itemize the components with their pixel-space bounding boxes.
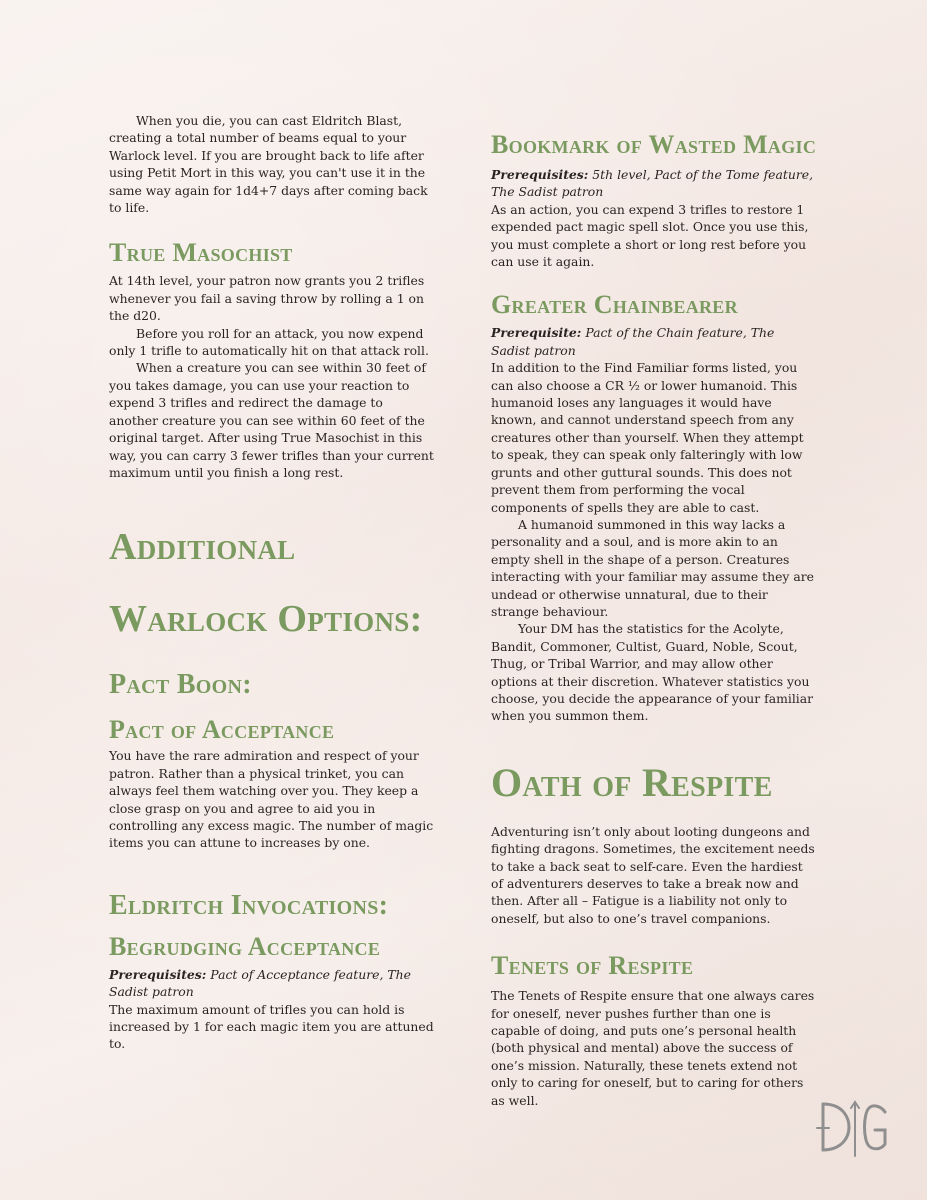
prereq-label: Prerequisites: <box>491 167 589 182</box>
tenets-heading: Tenets of Respite <box>491 951 694 981</box>
pact-boon-heading: Pact Boon: <box>109 669 252 701</box>
prereq-text: Pact of the Chain feature, The Sadist patron <box>491 325 775 358</box>
left-column <box>109 112 435 1053</box>
dg-logo-svg <box>815 1098 891 1158</box>
prereq-label: Prerequisite: <box>491 325 582 341</box>
bookmark-heading: Bookmark of Wasted Magic <box>491 130 817 159</box>
chainbearer-p1: In addition to the Find Familiar forms listed, you can also choose a CR ½ or lower humanoid. This humanoid loses any languages it would have known, and cannot understand speech from any creatures other than yourself. When they attempt to speak, they can speak only falteringly with low grunts and other guttural sounds. This does not prevent them from performing the vocal components of spells they are able to cast. <box>491 360 804 515</box>
prereq-label: Prerequisites: <box>109 966 207 982</box>
chainbearer-prereq <box>491 324 817 359</box>
intro-paragraph: When you die, you can cast Eldritch Blast, creating a total number of beams equal to your Warlock level. If you are brought back to life after using Petit Mort in this way, you can't use it in the same way again for 1d4+7 days after coming back to life. <box>109 113 428 216</box>
bookmark-paragraph: As an action, you can expend 3 trifles to restore 1 expended pact magic spell slot. Once you use this, you must complete a short or long rest before you can use it again. <box>491 201 809 270</box>
true-masochist-p3: When a creature you can see within 30 feet of you takes damage, you can use your reaction to expend 3 trifles and redirect the damage to another creature you can see within 60 feet of the original target. After using True Masochist in this way, you can carry 3 fewer trifles than your current maximum until you finish a long rest. <box>109 360 434 480</box>
oath-heading: Oath of Respite <box>491 759 773 805</box>
tenets-paragraph: The Tenets of Respite ensure that one always cares for oneself, never pushes further than one is capable of doing, and puts one’s personal health (both physical and mental) above the success of one’s mission. Naturally, these tenets extend not only to caring for oneself, but to caring for others as well. <box>491 988 815 1108</box>
additional-options-heading-line1: Additional <box>109 526 296 569</box>
begrudging-paragraph: The maximum amount of trifles you can hold is increased by 1 for each magic item you are attuned to. <box>109 1001 434 1052</box>
begrudging-prereq <box>109 966 435 1001</box>
pact-acceptance-paragraph: You have the rare admiration and respect of your patron. Rather than a physical trinket, you can always feel them watching over you. They keep a close grasp on you and agree to aid you in controlling any excess magic. The number of magic items you can attune to increases by one. <box>109 748 434 851</box>
oath-paragraph: Adventuring isn’t only about looting dungeons and fighting dragons. Sometimes, the excitement needs to take a back seat to self-care. Even the hardiest of adventurers deserves to take a break now and then. After all – Fatigue is a liability not only to oneself, but also to one’s travel companions. <box>491 823 815 926</box>
prereq-text: 5th level, Pact of the Tome feature, The Sadist patron <box>491 167 814 200</box>
prereq-text: Pact of Acceptance feature, The Sadist patron <box>109 966 411 1000</box>
chainbearer-p3: Your DM has the statistics for the Acolyte, Bandit, Commoner, Cultist, Guard, Noble, Scout, Thug, or Tribal Warrior, and may allow other options at their discretion. Whatever statistics you choose, you decide the appearance of your familiar when you summon them. <box>491 621 814 724</box>
additional-options-heading-line2: Warlock Options: <box>109 598 423 641</box>
true-masochist-heading: True Masochist <box>109 238 293 268</box>
true-masochist-p1: At 14th level, your patron now grants you 2 trifles whenever you fail a saving throw by rolling a 1 on the d20. <box>109 273 425 324</box>
dg-logo-icon <box>815 1098 891 1158</box>
bookmark-prereq <box>491 166 817 201</box>
chainbearer-p2: A humanoid summoned in this way lacks a personality and a soul, and is more akin to an empty shell in the shape of a person. Creatures interacting with your familiar may assume they are undead or otherwise unnatural, due to their strange behaviour. <box>491 516 814 619</box>
begrudging-acceptance-heading: Begrudging Acceptance <box>109 931 381 961</box>
true-masochist-p2: Before you roll for an attack, you now expend only 1 trifle to automatically hit on that attack roll. <box>109 325 429 359</box>
pact-acceptance-heading: Pact of Acceptance <box>109 715 335 745</box>
right-column <box>491 130 817 1109</box>
chainbearer-heading: Greater Chainbearer <box>491 290 738 320</box>
eldritch-invocations-heading: Eldritch Invocations: <box>109 889 389 921</box>
